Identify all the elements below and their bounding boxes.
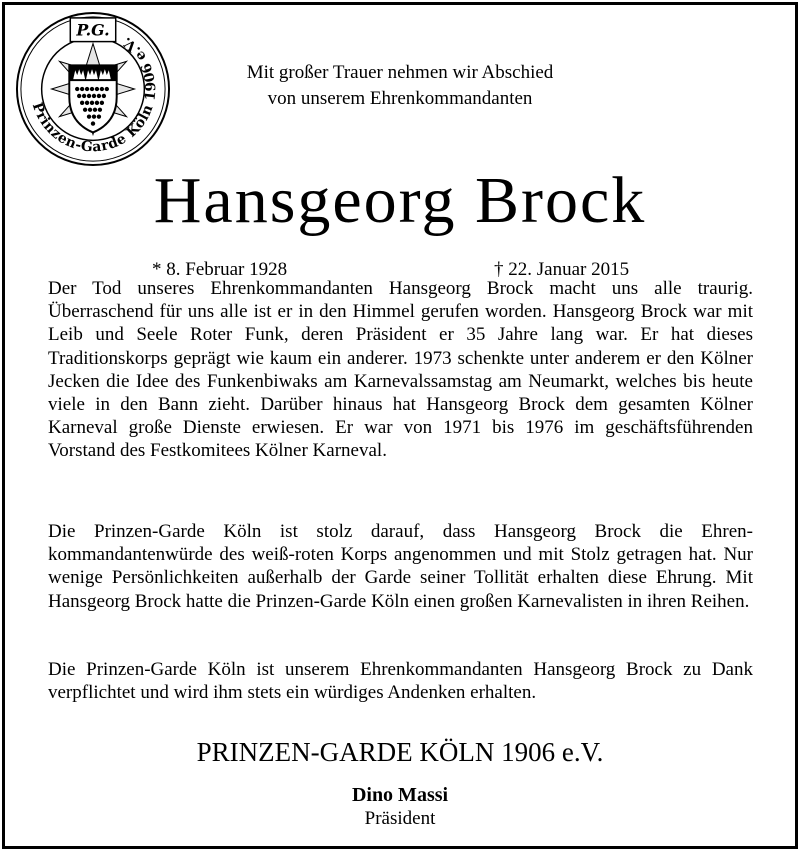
organization-name: PRINZEN-GARDE KÖLN 1906 e.V. xyxy=(196,737,604,767)
prinzen-garde-seal-emblem xyxy=(14,10,172,168)
birth-date: * 8. Februar 1928 xyxy=(152,259,288,280)
intro-line-2: von unserem Ehrenkommandanten xyxy=(267,88,533,109)
seal-monogram: P.G. xyxy=(76,20,110,40)
paragraph-tribute: Der Tod unseres Ehrenkommandanten Hansgeorg Brock macht uns alle traurig. Überraschend für uns alle ist er in den Himmel gerufen worden. Hansgeorg Brock war mit Leib und Seele Roter Funk, deren Präsident er 35 Jahre lang war. Er hat dieses Traditionskorps geprägt wie kaum ein anderer. 1973 schenkte unter anderem er den Kölner Jecken die Idee des Funkenbiwaks am Karnevalssamstag am Neumarkt, welches bis heute viele in den Bann zieht. Darüber hinaus hat Hansgeorg Brock dem gesamten Kölner Karneval große Dienste erwiesen. Er war von 1971 bis 1976 im geschäftsführenden Vorstand des Festkomitees Kölner Karneval. xyxy=(48,278,753,462)
death-date: † 22. Januar 2015 xyxy=(494,259,630,280)
intro-text xyxy=(190,60,610,112)
signer-role: Präsident xyxy=(364,808,436,829)
intro-line-1: Mit großer Trauer nehmen wir Abschied xyxy=(246,62,554,83)
paragraph-honor: Die Prinzen-Garde Köln ist stolz darauf, dass Hansgeorg Brock die Ehrenkommandantenwürde des weiß-roten Korps angenommen und mit Stolz getragen hat. Nur wenige Persönlichkeiten außerhalb der Garde seiner Tollität erhalten diese Ehrung. Mit Hansgeorg Brock hatte die Prinzen-Garde Köln einen großen Karnevalisten in ihren Reihen. xyxy=(48,521,753,612)
seal-ring-text: Prinzen-Garde Köln 1906 e.V. xyxy=(28,33,160,156)
paragraph-gratitude: Die Prinzen-Garde Köln ist unserem Ehrenkommandanten Hansgeorg Brock zu Dank verpflichtet und wird ihm stets ein würdiges Andenken erhalten. xyxy=(48,659,753,704)
signer-name: Dino Massi xyxy=(351,784,449,806)
deceased-name: Hansgeorg Brock xyxy=(153,164,647,237)
